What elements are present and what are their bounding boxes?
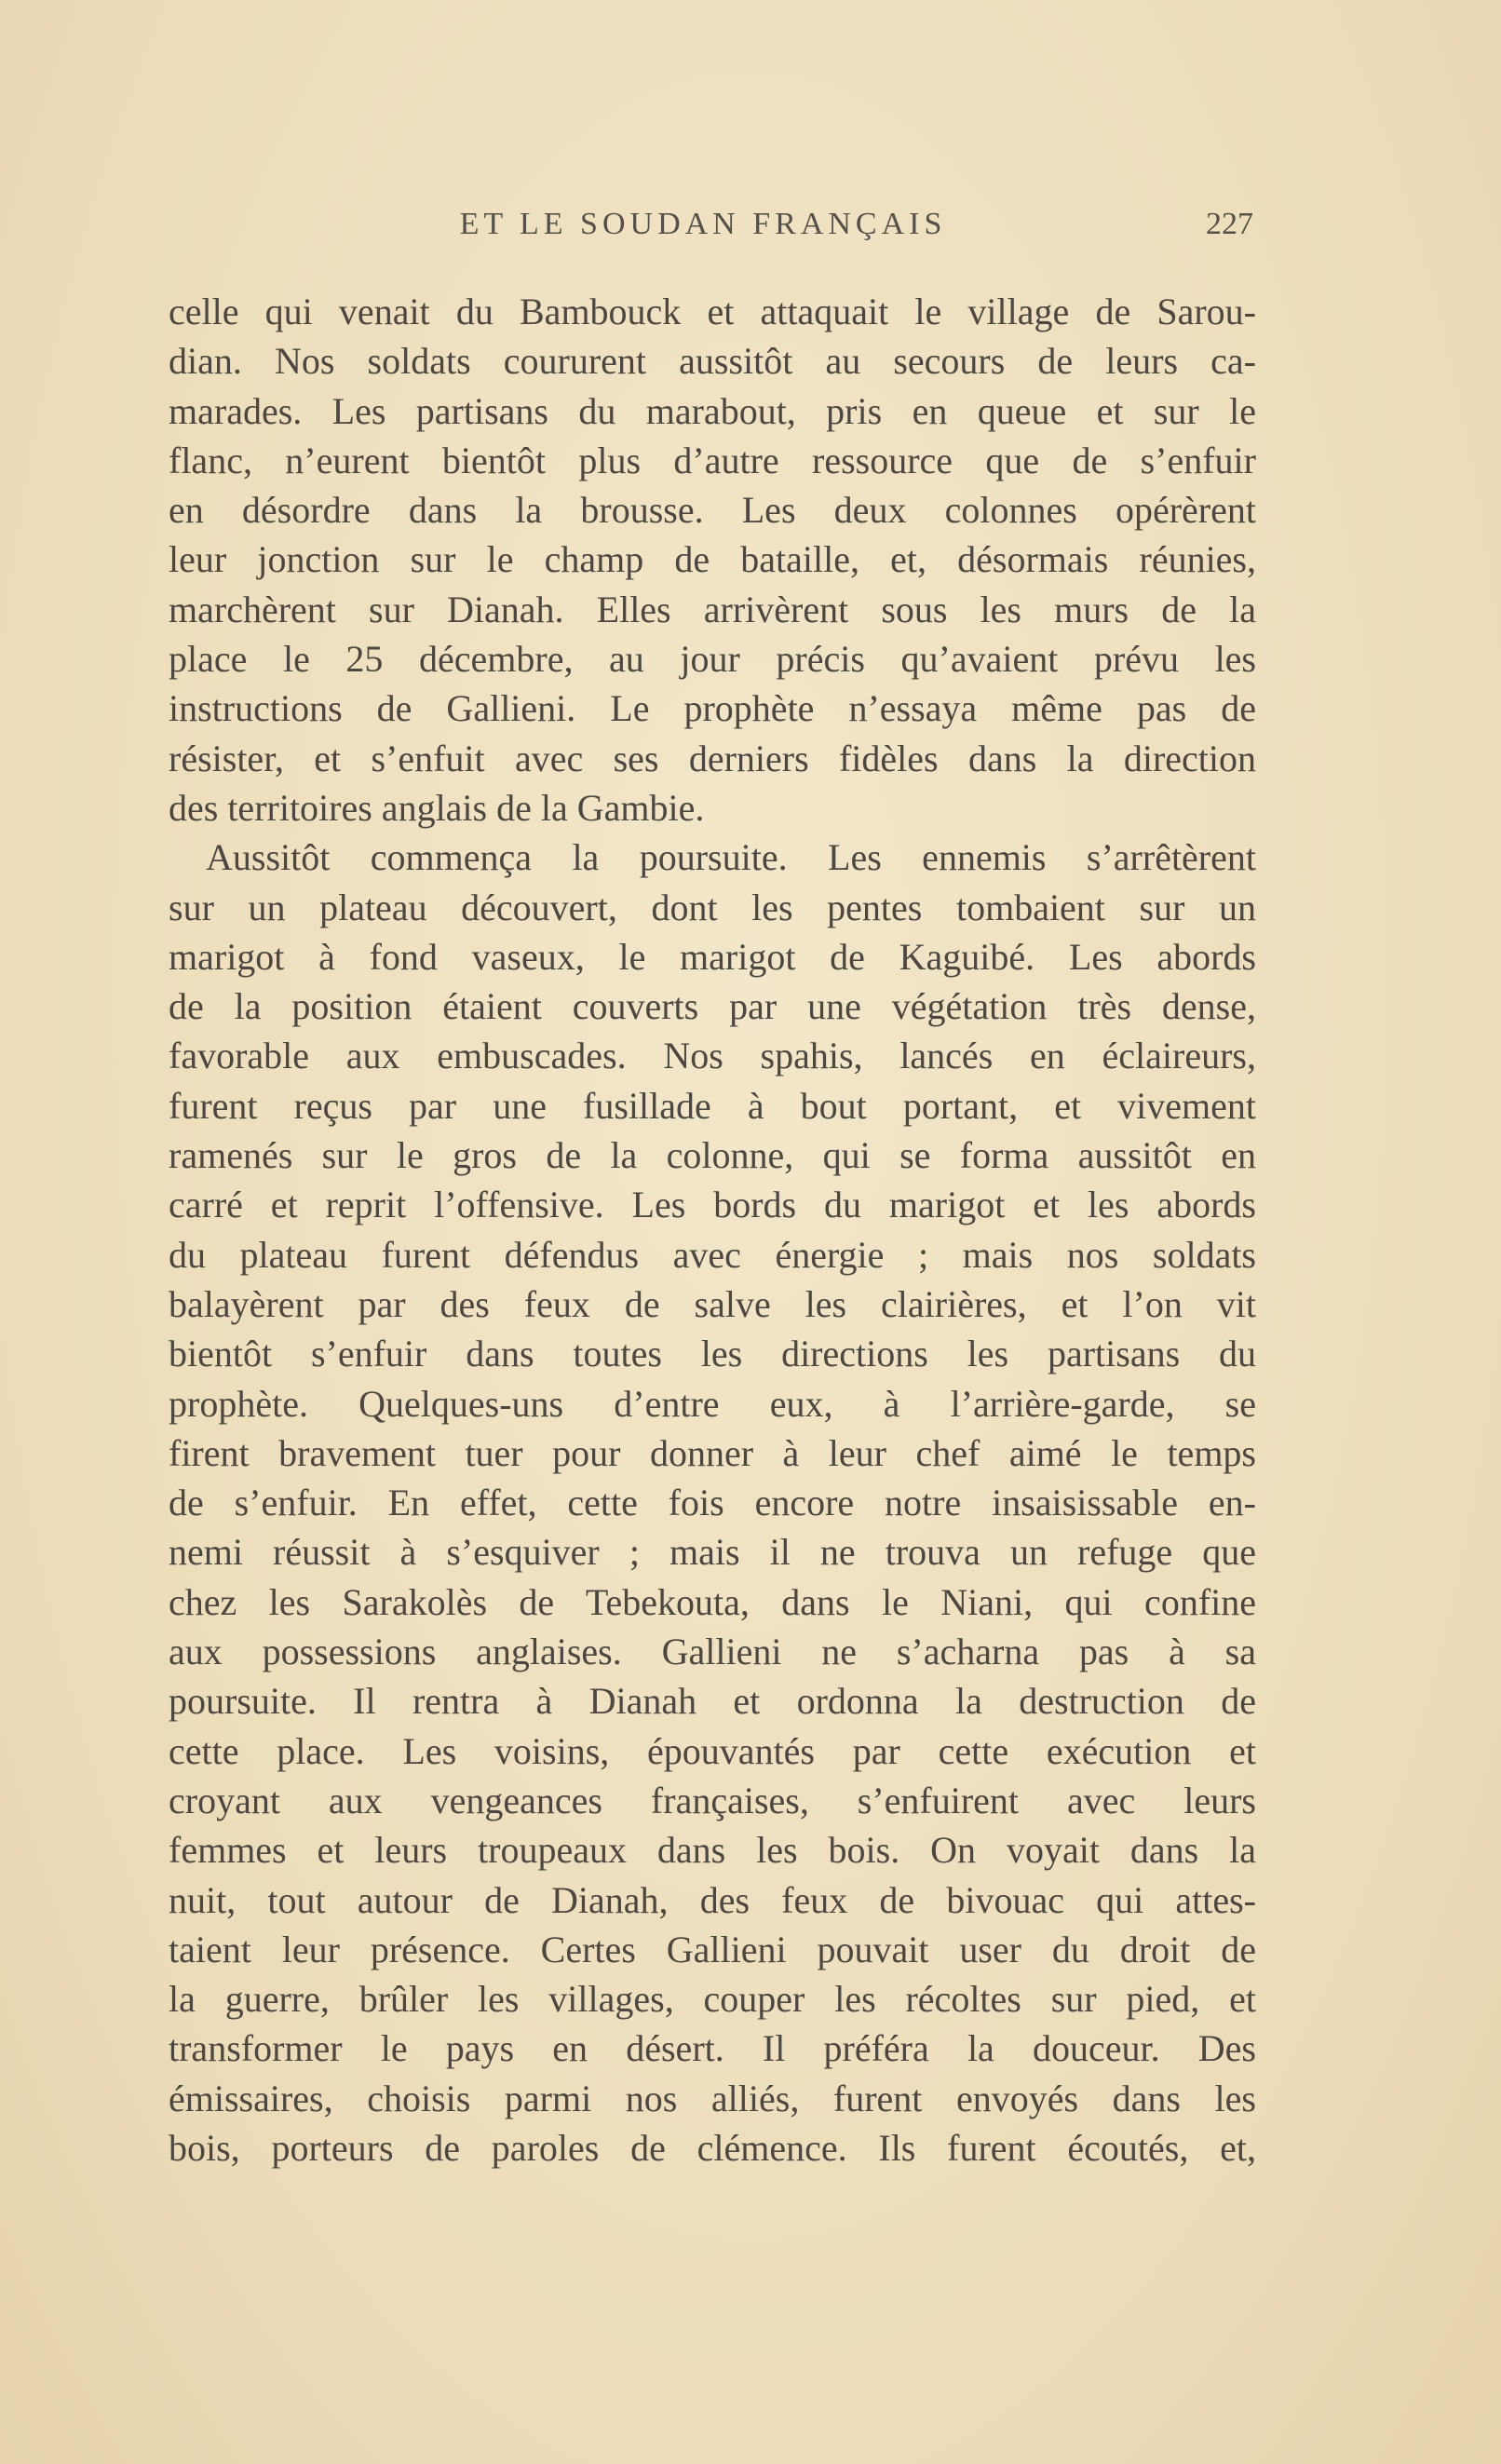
text-line: la guerre, brûler les villages, couper les récoltes sur pied, et bbox=[169, 1978, 1256, 2021]
text-line: aux possessions anglaises. Gallieni ne s’acharna pas à sa bbox=[169, 1631, 1256, 1673]
text-line: marigot à fond vaseux, le marigot de Kaguibé. Les abords bbox=[169, 935, 1256, 978]
text-line: Aussitôt commença la poursuite. Les ennemis s’arrêtèrent bbox=[206, 836, 1256, 879]
page-number: 227 bbox=[1206, 207, 1253, 241]
text-line: firent bravement tuer pour donner à leur chef aimé le temps bbox=[169, 1431, 1256, 1474]
text-line: chez les Sarakolès de Tebekouta, dans le Niani, qui confine bbox=[169, 1580, 1256, 1623]
text-line: taient leur présence. Certes Gallieni pouvait user du droit de bbox=[169, 1928, 1256, 1970]
text-line: résister, et s’enfuit avec ses derniers fidèles dans la direction bbox=[169, 737, 1256, 779]
text-line: nemi réussit à s’esquiver ; mais il ne trouva un refuge que bbox=[169, 1531, 1256, 1574]
text-line: celle qui venait du Bambouck et attaquait le village de Sarou- bbox=[169, 291, 1256, 332]
running-head-title: ET LE SOUDAN FRANÇAIS bbox=[459, 207, 947, 241]
text-line: bois, porteurs de paroles de clémence. Ils furent écoutés, et, bbox=[169, 2126, 1256, 2169]
text-line: poursuite. Il rentra à Dianah et ordonna la destruction de bbox=[169, 1680, 1256, 1723]
text-line: de la position étaient couverts par une végétation très dense, bbox=[169, 985, 1256, 1028]
text-line: en désordre dans la brousse. Les deux colonnes opérèrent bbox=[169, 489, 1256, 532]
text-line: instructions de Gallieni. Le prophète n’essaya même pas de bbox=[169, 687, 1256, 730]
text-line: nuit, tout autour de Dianah, des feux de bivouac qui attes- bbox=[169, 1878, 1256, 1921]
text-line: de s’enfuir. En effet, cette fois encore notre insaisissable en- bbox=[169, 1482, 1256, 1524]
text-line: marchèrent sur Dianah. Elles arrivèrent sous les murs de la bbox=[169, 588, 1256, 630]
text-line: croyant aux vengeances françaises, s’enfuirent avec leurs bbox=[169, 1779, 1256, 1821]
text-line: place le 25 décembre, au jour précis qu’avaient prévu les bbox=[169, 638, 1256, 681]
text-line: flanc, n’eurent bientôt plus d’autre ressource que de s’enfuir bbox=[169, 439, 1256, 481]
text-line: transformer le pays en désert. Il préféra la douceur. Des bbox=[169, 2027, 1256, 2070]
text-line: cette place. Les voisins, épouvantés par cette exécution et bbox=[169, 1729, 1256, 1772]
text-line: carré et reprit l’offensive. Les bords du marigot et les abords bbox=[169, 1184, 1256, 1226]
text-line: ramenés sur le gros de la colonne, qui se forma aussitôt en bbox=[169, 1134, 1256, 1177]
body-text bbox=[169, 287, 1256, 2173]
text-line: marades. Les partisans du marabout, pris en queue et sur le bbox=[169, 389, 1256, 432]
text-line: furent reçus par une fusillade à bout portant, et vivement bbox=[169, 1084, 1256, 1127]
text-line: balayèrent par des feux de salve les clairières, et l’on vit bbox=[169, 1282, 1256, 1325]
text-line: dian. Nos soldats coururent aussitôt au secours de leurs ca- bbox=[169, 340, 1256, 383]
text-line: favorable aux embuscades. Nos spahis, lancés en éclaireurs, bbox=[169, 1035, 1256, 1077]
text-line: des territoires anglais de la Gambie. bbox=[169, 786, 705, 829]
text-line: sur un plateau découvert, dont les pentes tombaient sur un bbox=[169, 886, 1256, 928]
text-line: femmes et leurs troupeaux dans les bois. On voyait dans la bbox=[169, 1829, 1256, 1872]
text-line: bientôt s’enfuir dans toutes les directions les partisans du bbox=[169, 1333, 1256, 1375]
text-line: du plateau furent défendus avec énergie ; mais nos soldats bbox=[169, 1233, 1256, 1276]
text-line: prophète. Quelques-uns d’entre eux, à l’arrière-garde, se bbox=[169, 1382, 1256, 1425]
text-line: émissaires, choisis parmi nos alliés, furent envoyés dans les bbox=[169, 2077, 1256, 2119]
text-line: leur jonction sur le champ de bataille, et, désormais réunies, bbox=[169, 538, 1256, 581]
